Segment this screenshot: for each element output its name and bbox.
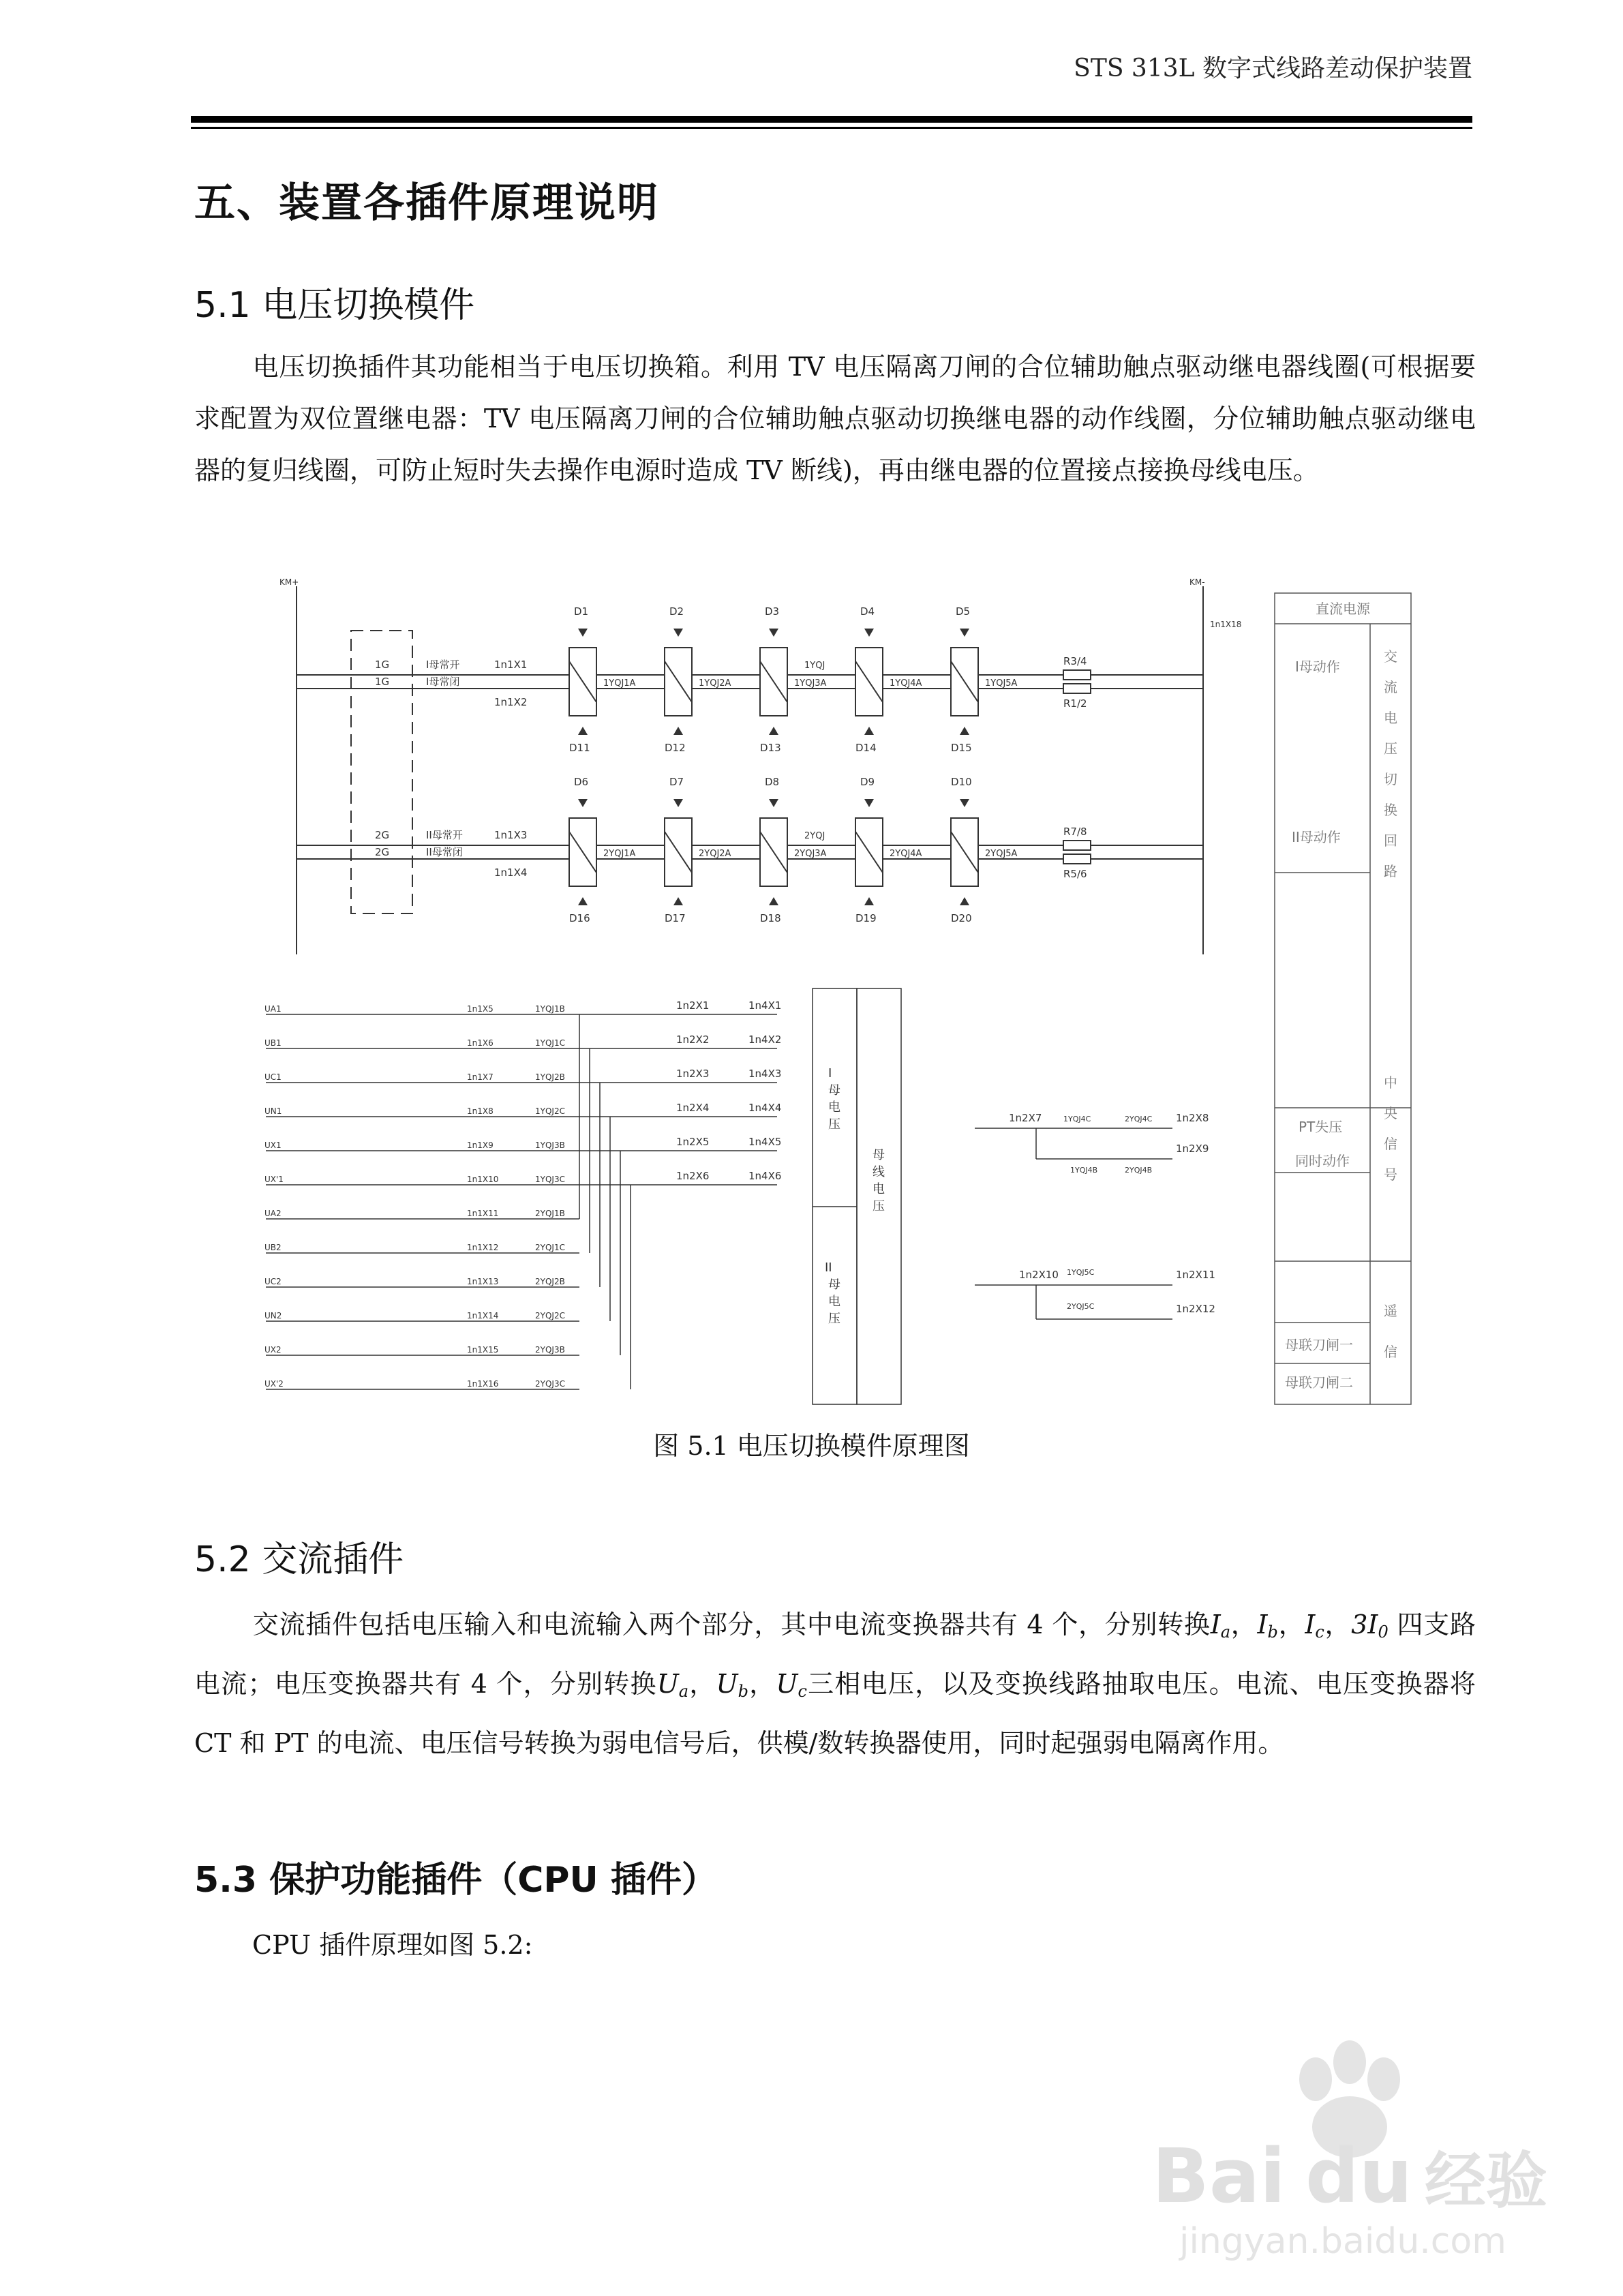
vr-name-0: UA1 xyxy=(264,1004,282,1014)
row2-coil-5: 2YQJ5A xyxy=(985,849,1018,859)
busline-l3: 电 xyxy=(873,1182,885,1196)
vr-name-1: UB1 xyxy=(264,1038,282,1048)
symbol-3i0-sub: 0 xyxy=(1378,1622,1389,1642)
row2-diode-19: D19 xyxy=(855,912,877,924)
bus1-l1: I xyxy=(828,1066,832,1081)
vr-contact-8: 2YQJ2B xyxy=(535,1277,565,1286)
km-plus-label: KM+ xyxy=(279,577,299,587)
watermark-jingyan: 经验 xyxy=(1425,2145,1547,2217)
symbol-ub: U xyxy=(716,1669,738,1699)
ct2-t3: 1n2X12 xyxy=(1176,1303,1215,1315)
row2-yqj: 2YQJ xyxy=(804,831,825,841)
symbol-ia: I xyxy=(1210,1610,1221,1640)
row2-coil-2: 2YQJ2A xyxy=(699,849,731,859)
baidu-jingyan-watermark xyxy=(1138,2031,1575,2263)
busline-l4: 压 xyxy=(873,1199,885,1213)
running-header: STS 313L 数字式线路差动保护装置 xyxy=(1074,55,1472,82)
busline-l1: 母 xyxy=(873,1148,885,1162)
legend-central-4: 号 xyxy=(1384,1166,1397,1183)
vr-name-7: UB2 xyxy=(264,1243,282,1252)
row2-term2: 1n1X4 xyxy=(494,866,528,879)
symbol-uc-sub: c xyxy=(798,1682,807,1701)
bus1-l3: 电 xyxy=(828,1100,840,1115)
out-b-6: 1n4X6 xyxy=(748,1170,782,1182)
symbol-ic-sub: c xyxy=(1315,1622,1324,1642)
voltage-row-labels xyxy=(264,1004,565,1389)
section-5-1-title: 5.1 电压切换模件 xyxy=(194,285,475,326)
row2-diode-8: D8 xyxy=(765,776,780,788)
vr-contact-1: 1YQJ1C xyxy=(535,1038,565,1048)
vr-name-11: UX'2 xyxy=(264,1379,284,1389)
out-b-5: 1n4X5 xyxy=(748,1136,782,1148)
row2-diode-6: D6 xyxy=(574,776,589,788)
row1-g1: 1G xyxy=(375,659,390,671)
legend-ac-6: 换 xyxy=(1384,802,1397,818)
row1-diode-11: D11 xyxy=(569,742,590,754)
row1-diode-14: D14 xyxy=(855,742,877,754)
legend-tie2: 母联刀闸二 xyxy=(1285,1374,1353,1391)
ct2-c1: 1YQJ5C xyxy=(1067,1268,1095,1277)
vr-contact-6: 2YQJ1B xyxy=(535,1209,565,1218)
row2-diode-10: D10 xyxy=(951,776,972,788)
symbol-ua-sub: a xyxy=(678,1682,689,1701)
vr-name-5: UX'1 xyxy=(264,1175,284,1184)
vr-term-10: 1n1X15 xyxy=(467,1345,499,1355)
vr-contact-2: 1YQJ2B xyxy=(535,1072,565,1082)
vr-name-8: UC2 xyxy=(264,1277,282,1286)
figure-5-1-caption: 图 5.1 电压切换模件原理图 xyxy=(653,1431,970,1461)
vr-name-9: UN2 xyxy=(264,1311,282,1320)
out-b-4: 1n4X4 xyxy=(748,1102,782,1114)
vr-term-2: 1n1X7 xyxy=(467,1072,494,1082)
km-terminal: 1n1X18 xyxy=(1210,620,1242,629)
km-minus-label: KM- xyxy=(1189,577,1205,587)
vr-term-4: 1n1X9 xyxy=(467,1141,494,1150)
ct1-t2: 1n2X8 xyxy=(1176,1112,1209,1124)
row1-yqj: 1YQJ xyxy=(804,661,825,671)
row2-closed: II母常闭 xyxy=(426,846,463,858)
row2-r-bot: R5/6 xyxy=(1063,868,1087,880)
header-rule-thin xyxy=(191,127,1472,129)
row1-r-bot: R1/2 xyxy=(1063,697,1087,710)
row2-coil-1: 2YQJ1A xyxy=(603,849,636,859)
vr-term-6: 1n1X11 xyxy=(467,1209,499,1218)
section-5-1-text: 电压切换插件其功能相当于电压切换箱。利用 TV 电压隔离刀闸的合位辅助触点驱动继电器线圈(可根据要求配置为双位置继电器：TV 电压隔离刀闸的合位辅助触点驱动切换继电器的动作线圈，分位辅助触点驱动继电器的复归线圈，可防止短时失去操作电源时造成 TV 断线)，再由继电器的位置接点接换母线电压。 xyxy=(194,352,1476,485)
section-5-2-text-c: 三相电压，以及变换线路抽取电压。电流、电压变换器将 CT 和 PT 的电流、电压信号转换为弱电信号后，供模/数转换器使用，同时起强弱电隔离作用。 xyxy=(194,1669,1476,1758)
vr-term-5: 1n1X10 xyxy=(467,1175,499,1184)
section-5-2-title: 5.2 交流插件 xyxy=(194,1539,404,1580)
out-a-2: 1n2X2 xyxy=(676,1033,710,1046)
section-5-3-paragraph xyxy=(194,1919,1476,1971)
vr-contact-3: 1YQJ2C xyxy=(535,1106,565,1116)
symbol-ib: I xyxy=(1257,1610,1268,1640)
legend-ac-3: 电 xyxy=(1384,710,1397,726)
vr-contact-11: 2YQJ3C xyxy=(535,1379,565,1389)
legend-bus1-act: I母动作 xyxy=(1295,659,1340,675)
symbol-3i0: 3I xyxy=(1351,1610,1378,1640)
legend-central-2: 央 xyxy=(1384,1105,1397,1121)
ct2-c2: 2YQJ5C xyxy=(1067,1302,1095,1311)
bus2-l4: 压 xyxy=(828,1312,840,1326)
header-rule-thick xyxy=(191,116,1472,123)
symbol-ub-sub: b xyxy=(738,1682,748,1701)
section-5-3-title: 5.3 保护功能插件（CPU 插件） xyxy=(194,1860,717,1901)
vr-term-9: 1n1X14 xyxy=(467,1311,499,1320)
vr-contact-0: 1YQJ1B xyxy=(535,1004,565,1014)
row1-coil-3: 1YQJ3A xyxy=(794,678,827,689)
out-a-6: 1n2X6 xyxy=(676,1170,710,1182)
legend-both-act: 同时动作 xyxy=(1295,1153,1350,1169)
symbol-ic: I xyxy=(1305,1610,1316,1640)
row1-coil-4: 1YQJ4A xyxy=(890,678,922,689)
ct1-c1: 1YQJ4C xyxy=(1063,1115,1091,1123)
row1-coil-5: 1YQJ5A xyxy=(985,678,1018,689)
out-a-1: 1n2X1 xyxy=(676,999,710,1012)
vr-contact-4: 1YQJ3B xyxy=(535,1141,565,1150)
legend-labels xyxy=(1285,601,1397,1391)
row2-open: II母常开 xyxy=(426,829,463,841)
chapter-title: 五、装置各插件原理说明 xyxy=(194,179,659,227)
row1-diode-15: D15 xyxy=(951,742,972,754)
vr-contact-5: 1YQJ3C xyxy=(535,1175,565,1184)
row2-term1: 1n1X3 xyxy=(494,829,528,841)
row1-diode-13: D13 xyxy=(760,742,781,754)
legend-remote-2: 信 xyxy=(1384,1344,1397,1360)
out-a-3: 1n2X3 xyxy=(676,1068,710,1080)
legend-bus2-act: II母动作 xyxy=(1292,829,1341,845)
ct1-c4: 2YQJ4B xyxy=(1125,1166,1153,1175)
vr-name-6: UA2 xyxy=(264,1209,282,1218)
legend-remote-1: 遥 xyxy=(1384,1303,1397,1319)
vr-term-1: 1n1X6 xyxy=(467,1038,494,1048)
bus1-l4: 压 xyxy=(828,1117,840,1132)
row2-diode-17: D17 xyxy=(665,912,686,924)
vr-name-3: UN1 xyxy=(264,1106,282,1116)
bus-labels xyxy=(825,1066,885,1326)
row1-term2: 1n1X2 xyxy=(494,696,528,708)
row2-diode-16: D16 xyxy=(569,912,590,924)
bus1-l2: 母 xyxy=(828,1083,840,1098)
watermark-url: jingyan.baidu.com xyxy=(1179,2221,1506,2262)
vr-term-3: 1n1X8 xyxy=(467,1106,494,1116)
row1-diode-1: D1 xyxy=(574,605,589,618)
ct1-t3: 1n2X9 xyxy=(1176,1143,1209,1155)
ct2-t1: 1n2X10 xyxy=(1019,1269,1059,1281)
row1-term1: 1n1X1 xyxy=(494,659,528,671)
ct1-c2: 2YQJ4C xyxy=(1125,1115,1153,1123)
legend-central-1: 中 xyxy=(1384,1074,1397,1091)
row1-coil-2: 1YQJ2A xyxy=(699,678,731,689)
legend-ac-2: 流 xyxy=(1384,679,1397,695)
row1-closed: I母常闭 xyxy=(426,676,460,688)
row2-diode-7: D7 xyxy=(669,776,684,788)
legend-dc: 直流电源 xyxy=(1316,601,1370,617)
legend-ac-7: 回 xyxy=(1384,832,1397,849)
row2-diode-18: D18 xyxy=(760,912,781,924)
row2-g1: 2G xyxy=(375,829,390,841)
legend-ac-1: 交 xyxy=(1384,648,1397,665)
out-b-2: 1n4X2 xyxy=(748,1033,782,1046)
bus2-l3: 电 xyxy=(828,1295,840,1309)
legend-central-3: 信 xyxy=(1384,1136,1397,1152)
row1-g2: 1G xyxy=(375,676,390,688)
row2-r-top: R7/8 xyxy=(1063,826,1087,838)
vr-name-4: UX1 xyxy=(264,1141,282,1150)
contact-wiring xyxy=(975,1128,1172,1319)
vr-name-10: UX2 xyxy=(264,1345,282,1355)
section-5-1-paragraph xyxy=(194,341,1476,496)
ct1-c3: 1YQJ4B xyxy=(1070,1166,1098,1175)
legend-tie1: 母联刀闸一 xyxy=(1285,1337,1353,1353)
section-5-2-paragraph: 交流插件包括电压输入和电流输入两个部分，其中电流变换器共有 4 个，分别转换$I_a$，$I_b$，$I_c$，$3I_0$ 四支路电流；电压变换器共有 4 个，分别转换$U_a$，$U_b$，$U_c$三相电压，以及变换线路抽取电压。电流、电压变换器将 CT 和 PT 的电流、电压信号转换为弱电信号后，供模/数转换器使用，同时起强弱电隔离作用。 xyxy=(194,1610,1476,1758)
vr-name-2: UC1 xyxy=(264,1072,282,1082)
vr-term-11: 1n1X16 xyxy=(467,1379,499,1389)
symbol-ia-sub: a xyxy=(1220,1622,1231,1642)
watermark-bai: Bai xyxy=(1152,2132,1286,2220)
section-5-3-text: CPU 插件原理如图 5.2: xyxy=(252,1930,533,1960)
row1-r-top: R3/4 xyxy=(1063,655,1087,667)
ct1-t1: 1n2X7 xyxy=(1009,1112,1042,1124)
legend-ac-5: 切 xyxy=(1384,771,1397,787)
row1-diode-3: D3 xyxy=(765,605,780,618)
section-5-2-text-a: 交流插件包括电压输入和电流输入两个部分，其中电流变换器共有 4 个，分别转换 xyxy=(252,1610,1211,1640)
vr-term-0: 1n1X5 xyxy=(467,1004,494,1014)
row1-open: I母常开 xyxy=(426,659,460,671)
row2-coil-4: 2YQJ4A xyxy=(890,849,922,859)
row2-diode-9: D9 xyxy=(860,776,875,788)
voltage-switch-diagram xyxy=(259,573,1418,1411)
row2-diode-20: D20 xyxy=(951,912,972,924)
vr-contact-9: 2YQJ2C xyxy=(535,1311,565,1320)
vr-term-7: 1n1X12 xyxy=(467,1243,499,1252)
out-a-4: 1n2X4 xyxy=(676,1102,710,1114)
row1-diode-4: D4 xyxy=(860,605,875,618)
symbol-uc: U xyxy=(776,1669,798,1699)
symbol-ib-sub: b xyxy=(1267,1622,1278,1642)
vr-contact-10: 2YQJ3B xyxy=(535,1345,565,1355)
voltage-wiring xyxy=(266,988,901,1404)
row2-g2: 2G xyxy=(375,846,390,858)
row1-diode-2: D2 xyxy=(669,605,684,618)
bus2-l1: II xyxy=(825,1260,832,1275)
bus2-l2: 母 xyxy=(828,1278,840,1292)
section-5-2-text-b: 四支路电流；电压变换器共有 4 个，分别转换 xyxy=(194,1610,1476,1699)
symbol-ua: U xyxy=(656,1669,679,1699)
ct2-t2: 1n2X11 xyxy=(1176,1269,1215,1281)
output-terminals xyxy=(676,999,781,1182)
row1-coil-1: 1YQJ1A xyxy=(603,678,636,689)
vr-term-8: 1n1X13 xyxy=(467,1277,499,1286)
legend-ac-8: 路 xyxy=(1384,863,1397,879)
out-b-1: 1n4X1 xyxy=(748,999,782,1012)
vr-contact-7: 2YQJ1C xyxy=(535,1243,565,1252)
legend-ac-4: 压 xyxy=(1384,740,1397,757)
out-a-5: 1n2X5 xyxy=(676,1136,710,1148)
legend-pt-loss: PT失压 xyxy=(1299,1119,1343,1135)
watermark-du: du xyxy=(1305,2132,1413,2220)
row2-coil-3: 2YQJ3A xyxy=(794,849,827,859)
row1-diode-5: D5 xyxy=(956,605,971,618)
busline-l2: 线 xyxy=(873,1165,885,1179)
out-b-3: 1n4X3 xyxy=(748,1068,782,1080)
row1-diode-12: D12 xyxy=(665,742,686,754)
